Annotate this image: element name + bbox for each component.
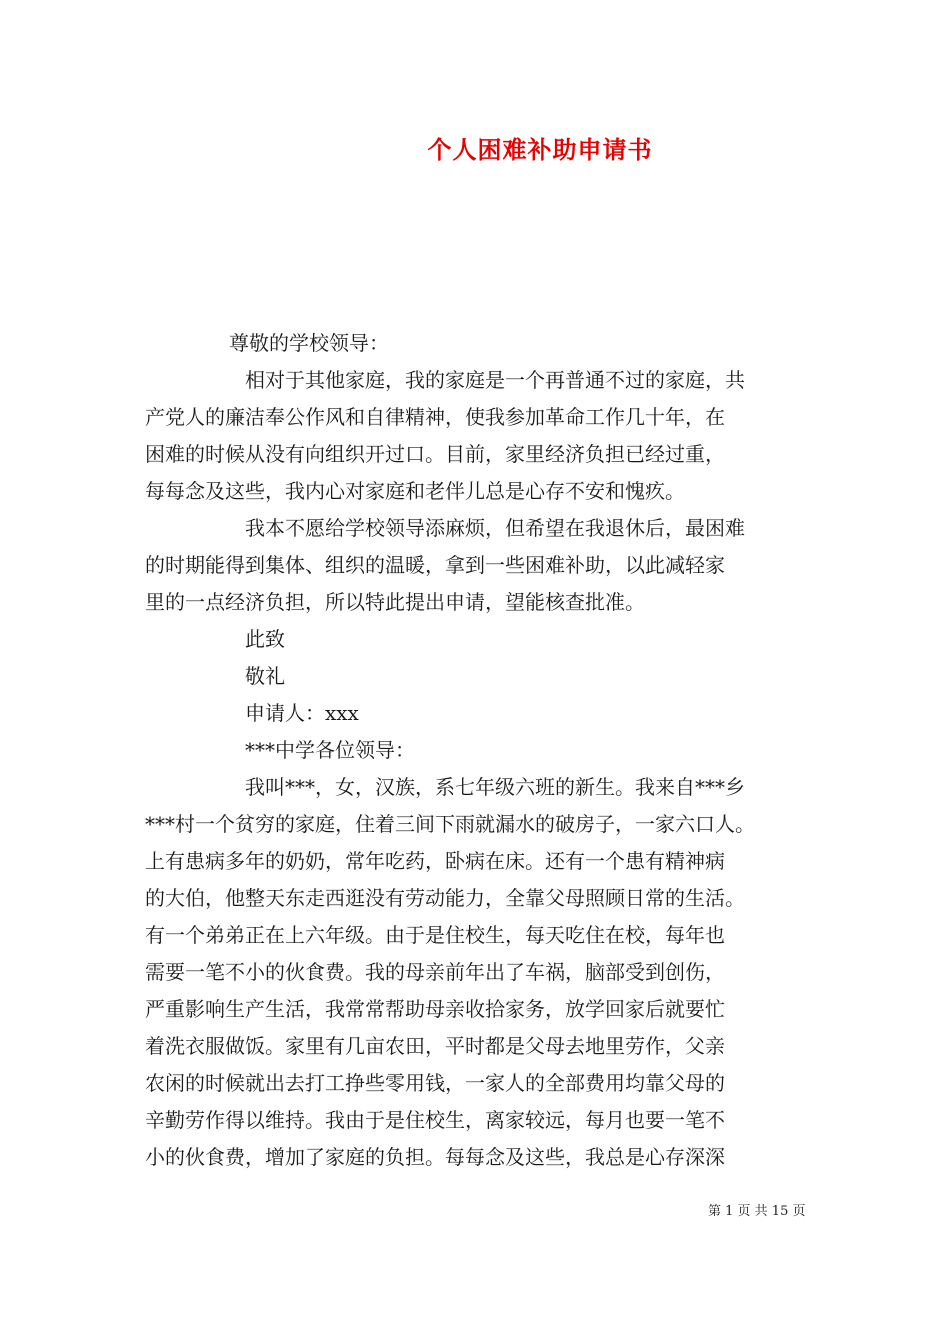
document-title: 个人困难补助申请书 [427,135,653,164]
paragraph-line: 需要一笔不小的伙食费。我的母亲前年出了车祸，脑部受到创伤， [145,960,725,984]
paragraph-line: 产党人的廉洁奉公作风和自律精神，使我参加革命工作几十年，在 [145,405,725,429]
paragraph-line: 困难的时候从没有向组织开过口。目前，家里经济负担已经过重， [145,442,725,466]
paragraph-line: 我叫***，女，汉族，系七年级六班的新生。我来自***乡 [245,775,745,799]
applicant-line: 申请人：xxx [245,701,359,725]
closing-line: 敬礼 [245,664,285,688]
paragraph-line: 小的伙食费，增加了家庭的负担。每每念及这些，我总是心存深深 [145,1145,725,1169]
paragraph-line: 的时期能得到集体、组织的温暖，拿到一些困难补助，以此减轻家 [145,553,725,577]
paragraph-line: 相对于其他家庭，我的家庭是一个再普通不过的家庭，共 [245,368,745,392]
paragraph-line: 农闲的时候就出去打工挣些零用钱，一家人的全部费用均靠父母的 [145,1071,725,1095]
paragraph-line: 我本不愿给学校领导添麻烦，但希望在我退休后，最困难 [245,516,745,540]
paragraph-line: 上有患病多年的奶奶，常年吃药，卧病在床。还有一个患有精神病 [145,849,725,873]
paragraph-line: 着洗衣服做饭。家里有几亩农田，平时都是父母去地里劳作，父亲 [145,1034,725,1058]
document-body [145,325,810,1176]
page-number: 第 1 页 共 15 页 [708,1204,806,1219]
paragraph-line: 每每念及这些，我内心对家庭和老伴儿总是心存不安和愧疚。 [145,479,685,503]
paragraph-line: 的大伯，他整天东走西逛没有劳动能力，全靠父母照顾日常的生活。 [145,886,745,910]
paragraph-line: ***村一个贫穷的家庭，住着三间下雨就漏水的破房子，一家六口人。 [145,812,755,836]
paragraph-line: 有一个弟弟正在上六年级。由于是住校生，每天吃住在校，每年也 [145,923,725,947]
paragraph-line: 里的一点经济负担，所以特此提出申请，望能核查批准。 [145,590,645,614]
salutation: ***中学各位领导： [245,738,415,762]
closing-line: 此致 [245,627,285,651]
paragraph-line: 辛勤劳作得以维持。我由于是住校生，离家较远，每月也要一笔不 [145,1108,725,1132]
paragraph-line: 严重影响生产生活，我常常帮助母亲收拾家务，放学回家后就要忙 [145,997,725,1021]
salutation: 尊敬的学校领导： [229,331,389,355]
